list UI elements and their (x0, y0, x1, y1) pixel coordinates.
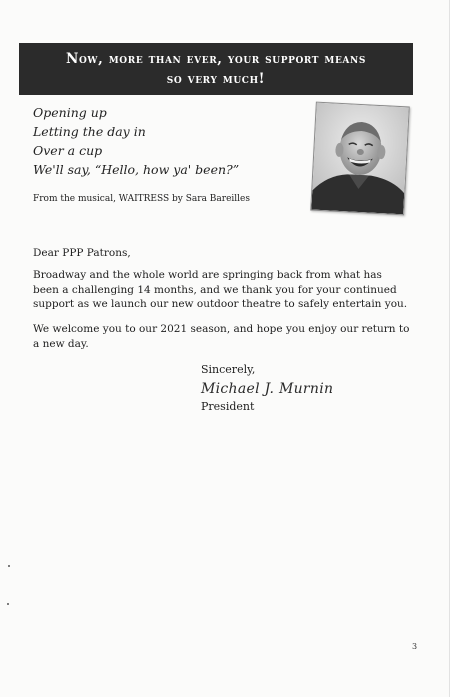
letter-greeting: Dear PPP Patrons, (33, 247, 131, 259)
lyrics-credit: From the musical, WAITRESS by Sara Bareilles (33, 194, 250, 204)
lyric-line: Opening up (33, 105, 107, 120)
lyric-line: Letting the day in (33, 124, 146, 139)
signer-title: President (201, 400, 255, 413)
letter-signoff: Sincerely, (201, 363, 256, 376)
letter-paragraph-2: We welcome you to our 2021 season, and hope you enjoy our return to a new day. (33, 323, 410, 350)
president-portrait-photo (310, 102, 410, 216)
handwritten-signature: Michael J. Murnin (201, 381, 334, 397)
lyric-line: We'll say, “Hello, how ya' been?” (33, 162, 240, 177)
lyric-line: Over a cup (33, 143, 103, 158)
scan-speck (8, 565, 10, 567)
banner-line-1: Now, more than ever, your support means (66, 51, 366, 67)
letter-paragraph-1: Broadway and the whole world are springing back from what has been a challenging 14 months, and we thank you for your continued support as we launch our new outdoor theatre to safely entertain you. (33, 269, 408, 310)
page-number: 3 (412, 642, 418, 651)
scan-speck (7, 603, 9, 605)
song-lyrics (33, 103, 303, 179)
banner-line-2: so very much! (166, 71, 266, 87)
header-banner (19, 43, 413, 95)
